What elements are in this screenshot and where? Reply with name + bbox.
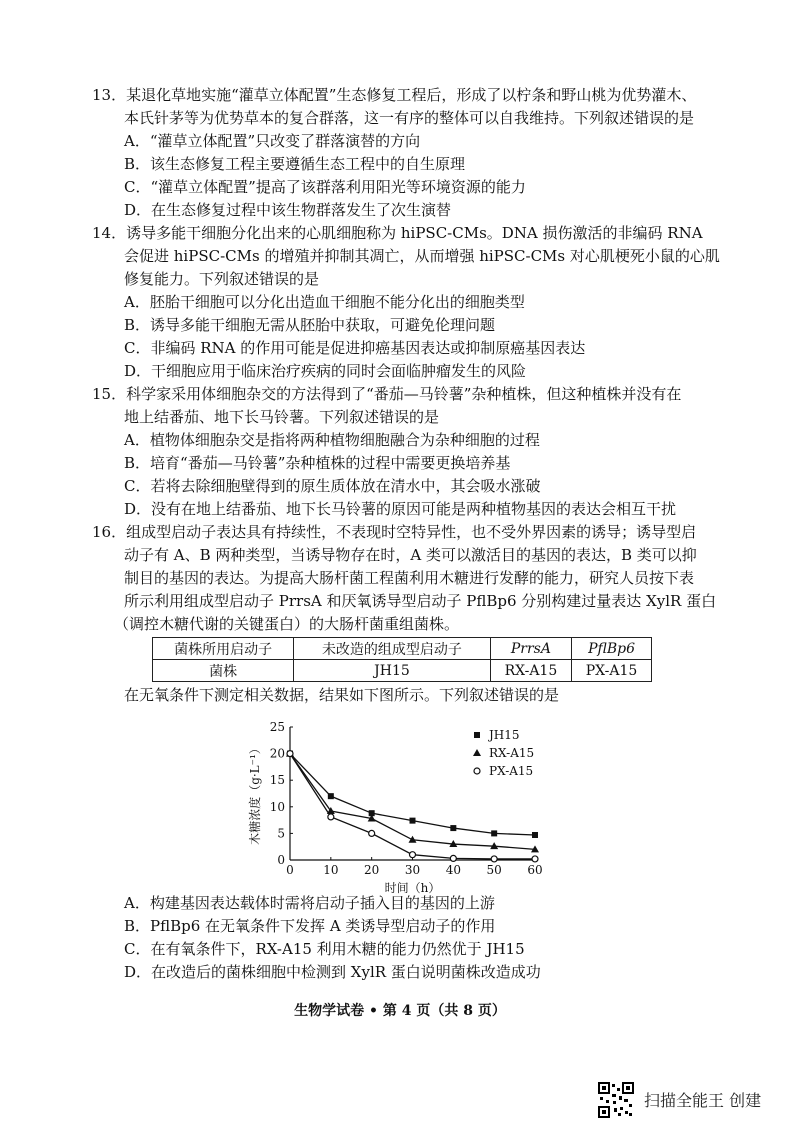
data-point-PX-A15 — [287, 751, 293, 757]
q15-option-a: A．植物体细胞杂交是指将两种植物细胞融合为杂种细胞的过程 — [124, 431, 540, 449]
q15-option-c: C．若将去除细胞壁得到的原生质体放在清水中，其会吸水涨破 — [124, 477, 541, 495]
q13-number: 13． — [92, 86, 127, 104]
x-tick-label: 0 — [286, 863, 294, 877]
q14-option-a: A．胚胎干细胞可以分化出造血干细胞不能分化出的细胞类型 — [124, 293, 525, 311]
data-point-PX-A15 — [532, 856, 538, 862]
legend-label-JH15: JH15 — [489, 728, 520, 742]
legend-marker-RX-A15 — [473, 749, 481, 756]
data-point-PX-A15 — [328, 814, 334, 820]
strain-table — [152, 637, 652, 682]
legend-label-PX-A15: PX-A15 — [489, 764, 534, 778]
q13-stem-line-2: 本氏针茅等为优势草本的复合群落，这一有序的整体可以自我维持。下列叙述错误的是 — [124, 109, 695, 127]
qr-code-icon — [598, 1082, 634, 1118]
table-header-cell: PrrsA — [490, 638, 571, 660]
table-cell: RX-A15 — [490, 660, 571, 682]
page-footer: 生物学试卷 • 第 4 页（共 8 页） — [294, 1003, 506, 1019]
q13-option-b: B．该生态修复工程主要遵循生态工程中的自生原理 — [124, 155, 466, 173]
q16-stem-line-4: 所示利用组成型启动子 PrrsA 和厌氧诱导型启动子 PflBp6 分别构建过量表达 XylR 蛋白 — [124, 592, 717, 610]
table-cell: JH15 — [294, 660, 491, 682]
data-point-JH15 — [532, 832, 538, 838]
data-point-PX-A15 — [410, 852, 416, 858]
q15-number: 15． — [92, 385, 127, 403]
x-tick-label: 20 — [364, 863, 380, 877]
legend-marker-JH15 — [474, 732, 480, 738]
y-axis-label: 木糖浓度（g·L⁻¹） — [248, 742, 262, 845]
q13-option-a: A．“灌草立体配置”只改变了群落演替的方向 — [124, 132, 421, 150]
q14-stem-line-1: 14．诱导多能干细胞分化出来的心肌细胞称为 hiPSC-CMs。DNA 损伤激活的非编码 RNA — [92, 224, 703, 242]
xylose-chart — [245, 712, 575, 912]
y-tick-label: 5 — [277, 826, 285, 841]
y-tick-label: 15 — [269, 773, 285, 788]
q14-option-d: D．干细胞应用于临床治疗疾病的同时会面临肿瘤发生的风险 — [124, 362, 527, 380]
q16-stem-line-3: 制目的基因的表达。为提高大肠杆菌工程菌利用木糖进行发酵的能力，研究人员按下表 — [124, 569, 695, 587]
q13-stem-line-1: 13．某退化草地实施“灌草立体配置”生态修复工程后，形成了以柠条和野山桃为优势灌木、 — [92, 86, 697, 104]
q16-option-b: B．PflBp6 在无氧条件下发挥 A 类诱导型启动子的作用 — [124, 917, 496, 935]
table-header-cell: 菌株所用启动子 — [153, 638, 294, 660]
y-tick-label: 0 — [277, 853, 285, 867]
q14-option-b: B．诱导多能干细胞无需从胚胎中获取，可避免伦理问题 — [124, 316, 496, 334]
q14-option-c: C．非编码 RNA 的作用可能是促进抑癌基因表达或抑制原癌基因表达 — [124, 339, 586, 357]
table-header-cell: 未改造的组成型启动子 — [294, 638, 491, 660]
q15-stem-line-2: 地上结番茄、地下长马铃薯。下列叙述错误的是 — [124, 408, 440, 426]
table-row — [153, 660, 652, 682]
q15-option-d: D．没有在地上结番茄、地下长马铃薯的原因可能是两种植物基因的表达会相互干扰 — [124, 500, 677, 518]
q16-option-d: D．在改造后的菌株细胞中检测到 XylR 蛋白说明菌株改造成功 — [124, 963, 541, 981]
table-header-cell: PflBp6 — [572, 638, 652, 660]
q16-number: 16． — [92, 523, 127, 541]
q16-stem-line-1: 16．组成型启动子表达具有持续性，不表现时空特异性，也不受外界因素的诱导；诱导型启 — [92, 523, 697, 541]
data-point-PX-A15 — [491, 856, 497, 862]
x-tick-label: 50 — [486, 863, 502, 877]
legend-marker-PX-A15 — [474, 768, 480, 774]
x-tick-label: 10 — [323, 863, 339, 877]
legend-label-RX-A15: RX-A15 — [489, 746, 535, 760]
data-point-JH15 — [450, 825, 456, 831]
data-point-PX-A15 — [450, 855, 456, 861]
q13-option-c: C．“灌草立体配置”提高了该群落利用阳光等环境资源的能力 — [124, 178, 526, 196]
q16-option-a: A．构建基因表达载体时需将启动子插入目的基因的上游 — [124, 894, 495, 912]
data-point-JH15 — [491, 830, 497, 836]
q14-stem-line-3: 修复能力。下列叙述错误的是 — [124, 270, 320, 288]
scanner-watermark-text: 扫描全能王 创建 — [644, 1091, 762, 1110]
data-point-RX-A15 — [409, 836, 417, 843]
x-axis-label: 时间（h） — [384, 881, 441, 895]
x-tick-label: 30 — [404, 863, 421, 877]
q16-stem-line-5: （调控木糖代谢的关键蛋白）的大肠杆菌重组菌株。 — [114, 615, 460, 633]
q14-stem-line-2: 会促进 hiPSC-CMs 的增殖并抑制其凋亡，从而增强 hiPSC-CMs 对心肌梗死小鼠的心肌 — [124, 247, 720, 265]
q16-option-c: C．在有氧条件下，RX-A15 利用木糖的能力仍然优于 JH15 — [124, 940, 525, 958]
scanner-watermark — [598, 1080, 783, 1120]
y-tick-label: 10 — [269, 799, 285, 814]
data-point-JH15 — [410, 818, 416, 824]
data-point-PX-A15 — [369, 830, 375, 836]
q16-stem-line-2: 动子有 A、B 两种类型，当诱导物存在时，A 类可以激活目的基因的表达，B 类可以抑 — [124, 546, 697, 564]
y-tick-label: 25 — [269, 720, 285, 734]
table-row — [153, 638, 652, 660]
x-tick-label: 40 — [445, 863, 461, 877]
x-tick-label: 60 — [527, 863, 543, 877]
y-tick-label: 20 — [269, 746, 285, 761]
chart-legend — [473, 728, 534, 778]
q14-number: 14． — [92, 224, 127, 242]
q15-option-b: B．培育“番茄—马铃薯”杂种植株的过程中需要更换培养基 — [124, 454, 511, 472]
q16-after-table: 在无氧条件下测定相关数据，结果如下图所示。下列叙述错误的是 — [124, 686, 560, 704]
table-cell: PX-A15 — [572, 660, 652, 682]
q15-stem-line-1: 15．科学家采用体细胞杂交的方法得到了“番茄—马铃薯”杂种植株，但这种植株并没有在 — [92, 385, 682, 403]
table-cell: 菌株 — [153, 660, 294, 682]
data-point-JH15 — [328, 793, 334, 799]
q13-option-d: D．在生态修复过程中该生物群落发生了次生演替 — [124, 201, 452, 219]
